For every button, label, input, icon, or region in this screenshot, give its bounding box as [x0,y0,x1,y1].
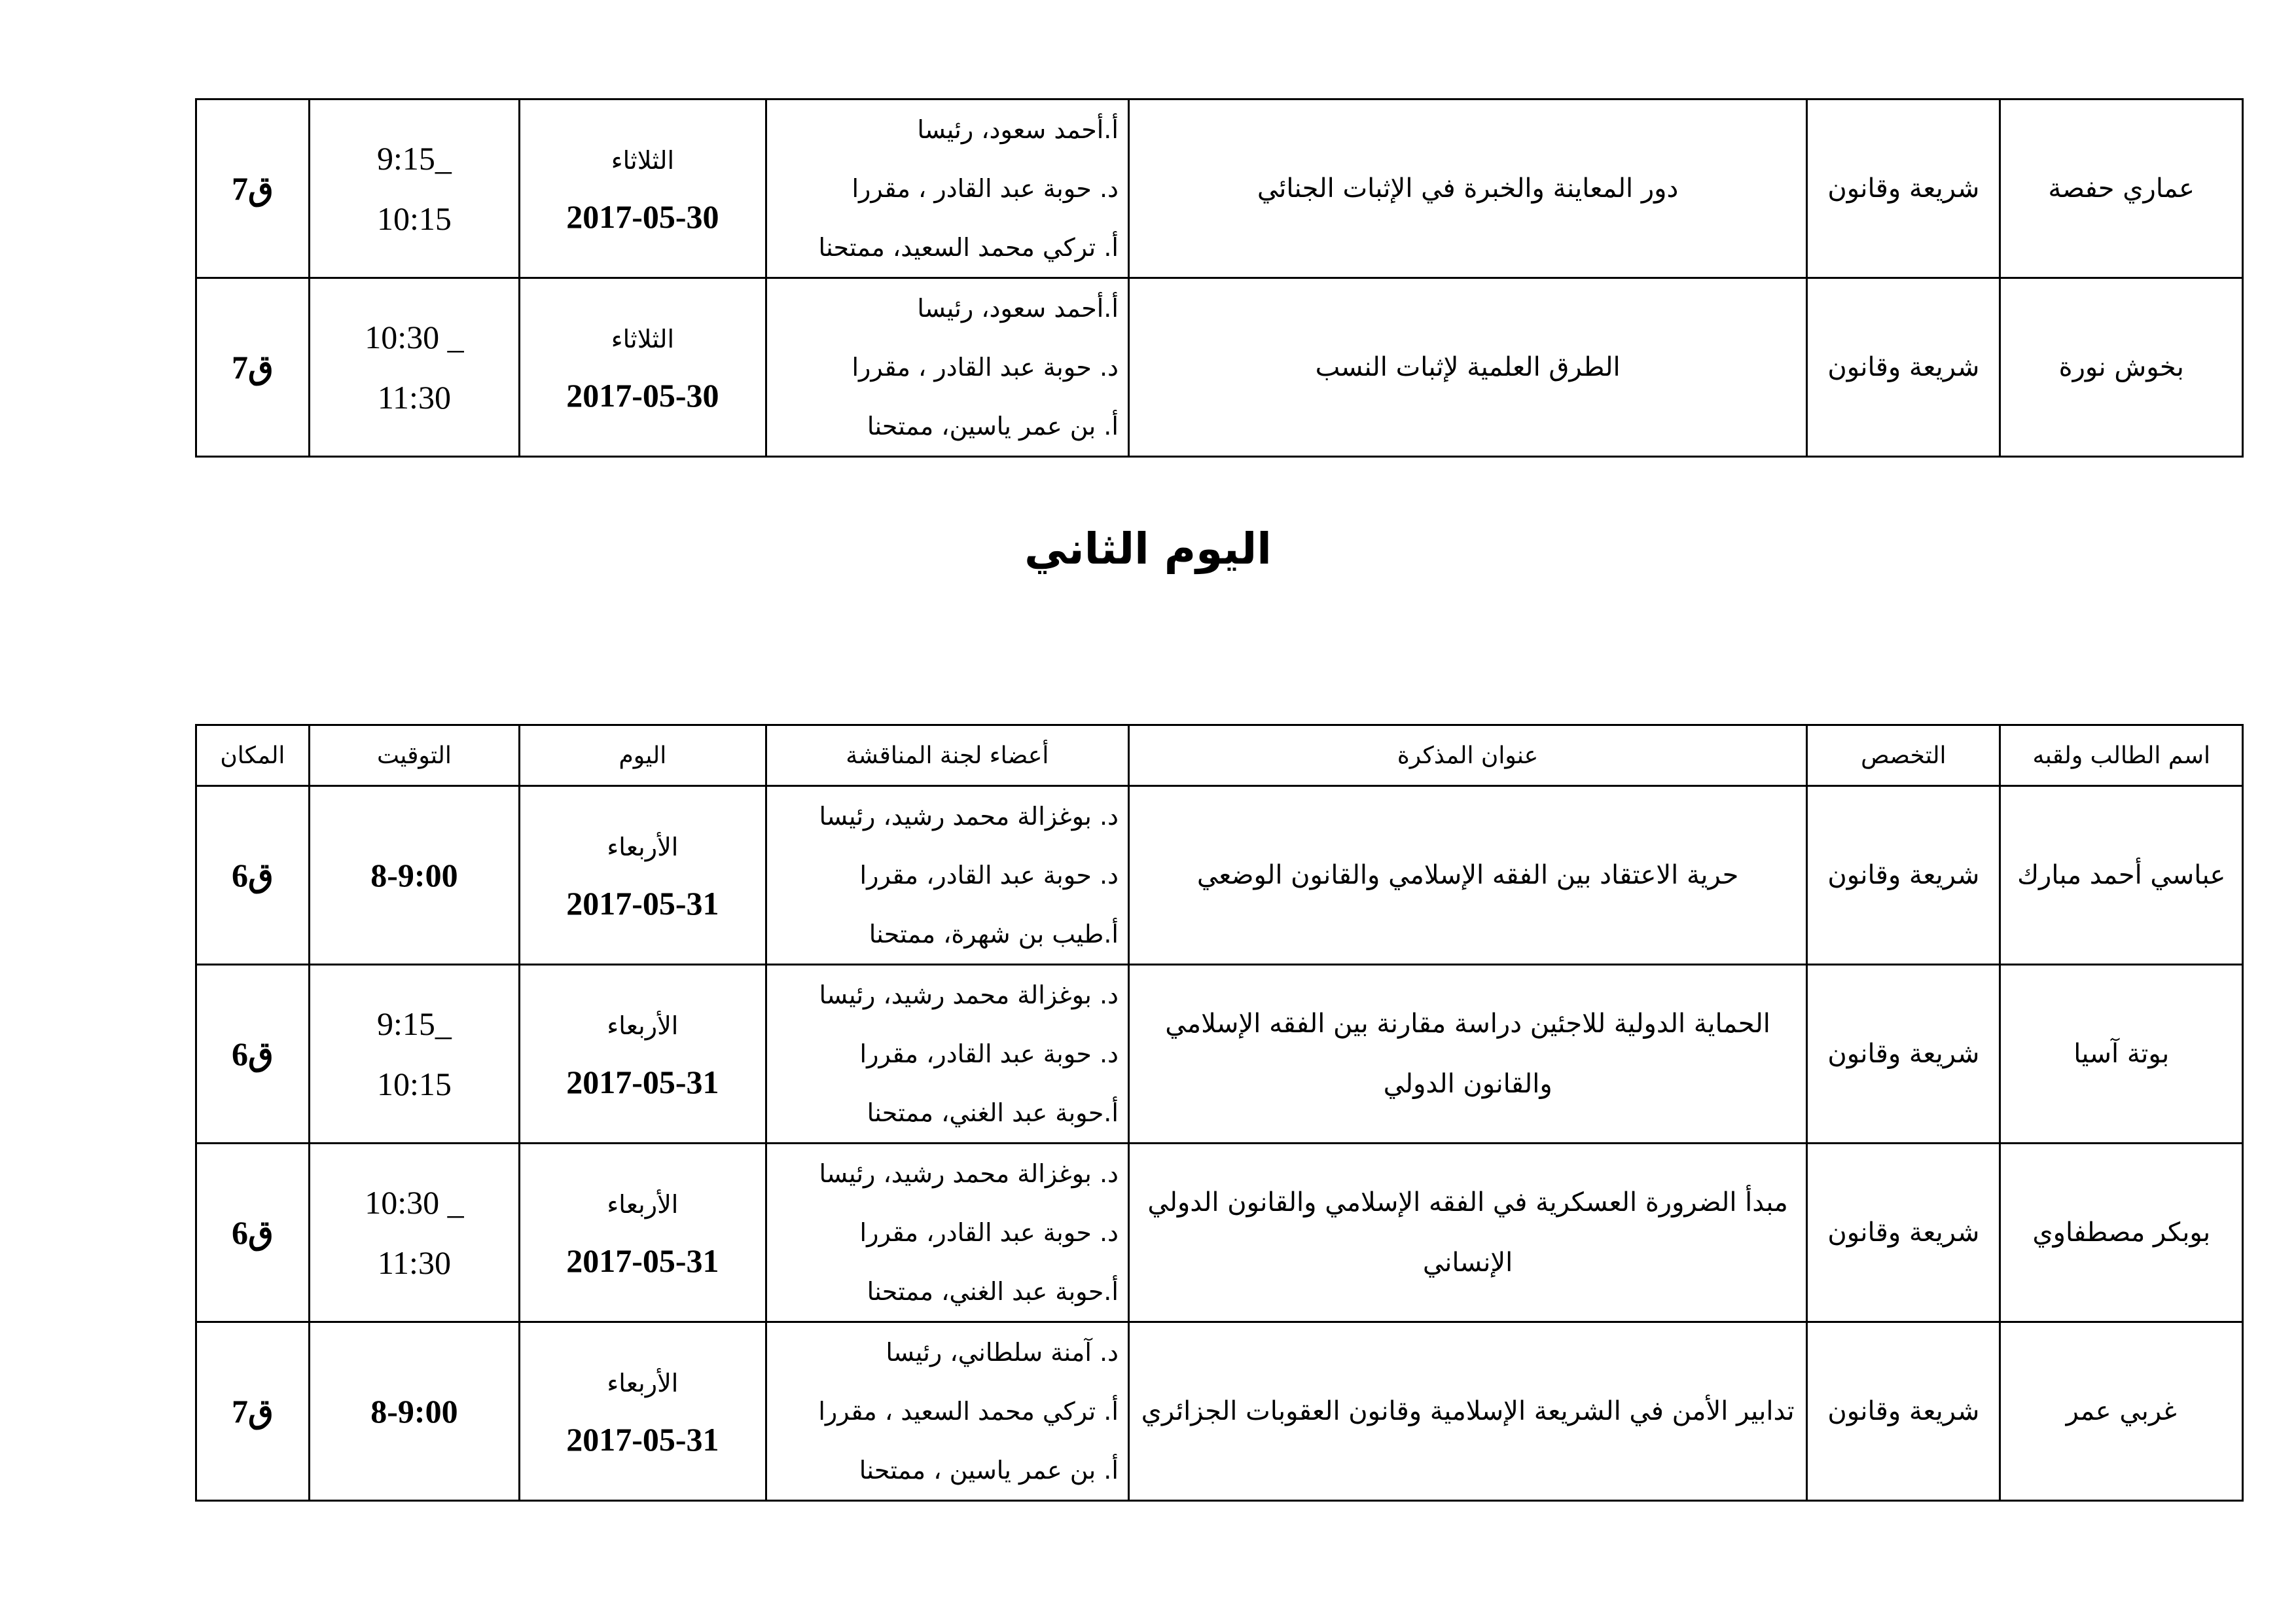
day-name: الأربعاء [607,1190,679,1219]
student-name: بوبكر مصطفاوي [2000,1144,2243,1322]
day-heading: اليوم الثاني [1024,524,1272,574]
thesis-title-line: الإنساني [1422,1248,1513,1278]
time-start: 10:30 _ [365,1184,464,1221]
time-start: 8-9:00 [370,1393,458,1430]
committee-member: د. آمنة سلطاني، رئيسا [886,1338,1119,1367]
committee-members [766,278,1128,457]
table-row [196,965,2243,1144]
time-start: 9:15_ [376,1005,452,1042]
thesis-title-line: مبدأ الضرورة العسكرية في الفقه الإسلامي والقانون الدولي [1147,1187,1788,1218]
specialty: شريعة وقانون [1807,99,2000,278]
time-cell [309,1322,519,1501]
day-name: الأربعاء [607,833,679,861]
student-name: عباسي أحمد مبارك [2000,786,2243,965]
committee-member: أ. تركي محمد السعيد ، مقررا [818,1397,1119,1426]
time-start: 9:15_ [376,140,452,177]
committee-member: د. حوبة عبد القادر ، مقررا [852,174,1119,203]
committee-members [766,965,1128,1144]
day-name: الأربعاء [607,1369,679,1398]
time-cell [309,278,519,457]
committee-member: د. حوبة عبد القادر، مقررا [859,1218,1119,1247]
header-title: عنوان المذكرة [1128,725,1806,786]
specialty: شريعة وقانون [1807,1322,2000,1501]
committee-member: أ. تركي محمد السعيد، ممتحنا [818,233,1119,262]
committee-member: د. حوبة عبد القادر، مقررا [859,861,1119,890]
day-date: 2017-05-31 [566,885,719,922]
thesis-title [1128,1144,1806,1322]
room: ق6 [196,965,310,1144]
specialty: شريعة وقانون [1807,1144,2000,1322]
committee-member: أ.حوبة عبد الغني، ممتحنا [867,1098,1119,1127]
student-name: بوتة آسيا [2000,965,2243,1144]
committee-member: د. بوغزالة محمد رشيد، رئيسا [819,981,1119,1009]
time-end: 11:30 [377,379,451,416]
thesis-title-line: تدابير الأمن في الشريعة الإسلامية وقانون العقوبات الجزائري [1141,1396,1795,1426]
committee-member: أ.حوبة عبد الغني، ممتحنا [867,1277,1119,1306]
header-members: أعضاء لجنة المناقشة [766,725,1128,786]
schedule-table-day-two [195,724,2244,1502]
table-header-row [196,725,2243,786]
thesis-title: الطرق العلمية لإثبات النسب [1128,278,1806,457]
day-cell [520,965,766,1144]
schedule-table-day-one [195,98,2244,458]
committee-member: أ.أحمد سعود، رئيسا [917,115,1119,144]
day-cell [520,786,766,965]
committee-member: أ. بن عمر ياسين ، ممتحنا [859,1456,1119,1485]
header-place: المكان [196,725,310,786]
committee-members [766,1144,1128,1322]
day-name: الأربعاء [607,1011,679,1040]
specialty: شريعة وقانون [1807,965,2000,1144]
day-name: الثلاثاء [611,146,675,175]
thesis-title-line: الحماية الدولية للاجئين دراسة مقارنة بين الفقه الإسلامي [1165,1009,1770,1039]
thesis-title-line: حرية الاعتقاد بين الفقه الإسلامي والقانون الوضعي [1196,860,1739,890]
committee-member: د. حوبة عبد القادر ، مقررا [852,353,1119,382]
header-time: التوقيت [309,725,519,786]
room: ق7 [196,278,310,457]
table-row [196,786,2243,965]
time-start: 8-9:00 [370,857,458,893]
thesis-title [1128,1322,1806,1501]
specialty: شريعة وقانون [1807,786,2000,965]
thesis-title [1128,965,1806,1144]
header-day: اليوم [520,725,766,786]
specialty: شريعة وقانون [1807,278,2000,457]
day-name: الثلاثاء [611,325,675,353]
room: ق7 [196,1322,310,1501]
committee-members [766,1322,1128,1501]
day-date: 2017-05-30 [566,377,719,414]
room: ق6 [196,786,310,965]
table-row [196,1322,2243,1501]
room: ق6 [196,1144,310,1322]
committee-member: د. بوغزالة محمد رشيد، رئيسا [819,1159,1119,1188]
day-date: 2017-05-31 [566,1421,719,1458]
time-cell [309,965,519,1144]
header-specialty: التخصص [1807,725,2000,786]
time-end: 10:15 [376,1066,452,1102]
header-student: اسم الطالب ولقبه [2000,725,2243,786]
day-date: 2017-05-30 [566,198,719,235]
thesis-title: دور المعاينة والخبرة في الإثبات الجنائي [1128,99,1806,278]
committee-member: أ.طيب بن شهرة، ممتحنا [869,920,1119,948]
time-cell [309,1144,519,1322]
committee-member: أ.أحمد سعود، رئيسا [917,294,1119,323]
student-name: غربي عمر [2000,1322,2243,1501]
committee-members [766,786,1128,965]
day-cell [520,278,766,457]
time-cell [309,786,519,965]
thesis-title-line: والقانون الدولي [1383,1069,1552,1099]
time-end: 11:30 [377,1244,451,1281]
table-row [196,1144,2243,1322]
day-cell [520,1322,766,1501]
thesis-title [1128,786,1806,965]
time-start: 10:30 _ [365,319,464,355]
table-row [196,99,2243,278]
student-name: عماري حفصة [2000,99,2243,278]
time-end: 10:15 [376,200,452,237]
day-cell [520,99,766,278]
student-name: بخوش نورة [2000,278,2243,457]
committee-member: د. بوغزالة محمد رشيد، رئيسا [819,802,1119,831]
committee-member: أ. بن عمر ياسين، ممتحنا [867,412,1119,441]
committee-member: د. حوبة عبد القادر، مقررا [859,1039,1119,1068]
committee-members [766,99,1128,278]
time-cell [309,99,519,278]
day-date: 2017-05-31 [566,1064,719,1100]
table-row [196,278,2243,457]
room: ق7 [196,99,310,278]
day-cell [520,1144,766,1322]
day-date: 2017-05-31 [566,1242,719,1279]
